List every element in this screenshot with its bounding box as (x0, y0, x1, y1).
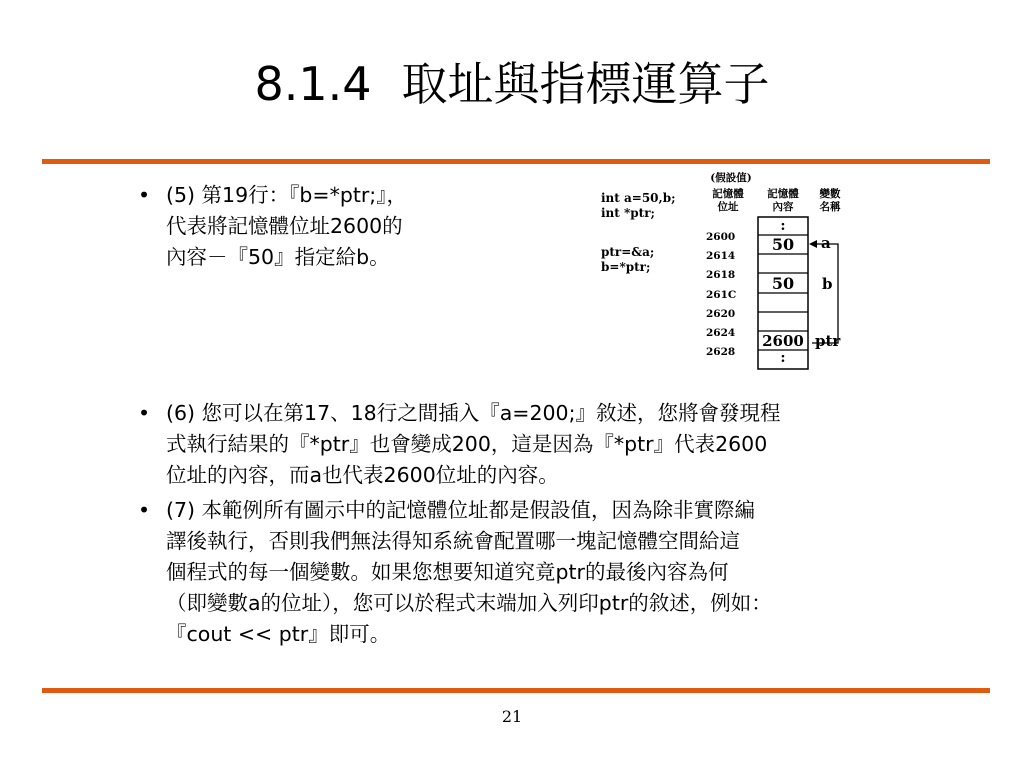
bullet-line: 譯後執行，否則我們無法得知系統會配置哪一塊記憶體空間給這 (166, 529, 740, 553)
pointer-arrow-line (812, 244, 838, 343)
bullet-line: （即變數a的位址），您可以於程式末端加入列印ptr的敘述，例如： (166, 591, 772, 615)
address-label: 2620 (706, 308, 736, 320)
page-number: 21 (501, 707, 523, 726)
assumed-value-note: (假設值) (710, 172, 752, 184)
address-label: 2624 (706, 327, 736, 339)
code-line: int *ptr; (601, 206, 655, 220)
variable-label-a: a (821, 234, 831, 252)
code-line: int a=50,b; (601, 191, 676, 205)
column-header-variable: 變數 名稱 (819, 188, 841, 213)
variable-label-b: b (822, 275, 833, 293)
column-header-address: 記憶體 位址 (712, 188, 744, 213)
bullet-line: 位址的內容，而a也代表2600位址的內容。 (166, 463, 559, 487)
bullet-line: (7) 本範例所有圖示中的記憶體位址都是假設值，因為除非實際編 (166, 498, 756, 522)
bullet-marker: • (138, 498, 151, 522)
variable-label-ptr: ptr (815, 332, 841, 350)
bullet-marker: • (138, 183, 151, 207)
bullet-line: (5) 第19行：『b=*ptr;』， (166, 183, 407, 207)
cell-value-a: 50 (771, 235, 795, 254)
address-label: 2618 (706, 269, 736, 281)
address-label: 261C (706, 289, 737, 301)
code-line: b=*ptr; (601, 260, 651, 274)
bullet-line: 個程式的每一個變數。如果您想要知道究竟ptr的最後內容為何 (166, 560, 729, 584)
bullet-line: 式執行結果的『*ptr』也會變成200，這是因為『*ptr』代表2600 (166, 432, 768, 456)
pointer-arrow-head (809, 240, 817, 248)
bullet-marker: • (138, 401, 151, 425)
bullet-line: (6) 您可以在第17、18行之間插入『a=200;』敘述，您將會發現程 (166, 401, 781, 425)
code-line: ptr=&a; (601, 245, 655, 259)
cell-value-b: 50 (771, 274, 795, 293)
bullet-line: 『cout << ptr』即可。 (166, 622, 391, 646)
address-label: 2628 (706, 346, 736, 358)
column-header-content: 記憶體 內容 (767, 188, 799, 213)
cell-ellipsis: : (780, 218, 786, 234)
bullet-line: 代表將記憶體位址2600的 (166, 214, 403, 238)
address-label: 2614 (706, 250, 736, 262)
bullet-line: 內容－『50』指定給b。 (166, 245, 390, 269)
bottom-divider (42, 688, 990, 693)
address-label: 2600 (706, 231, 736, 243)
title-text: 取址與指標運算子 (401, 57, 770, 111)
cell-value-ptr: 2600 (762, 332, 804, 350)
cell-ellipsis: : (780, 350, 786, 366)
section-number: 8.1.4 (254, 57, 372, 111)
